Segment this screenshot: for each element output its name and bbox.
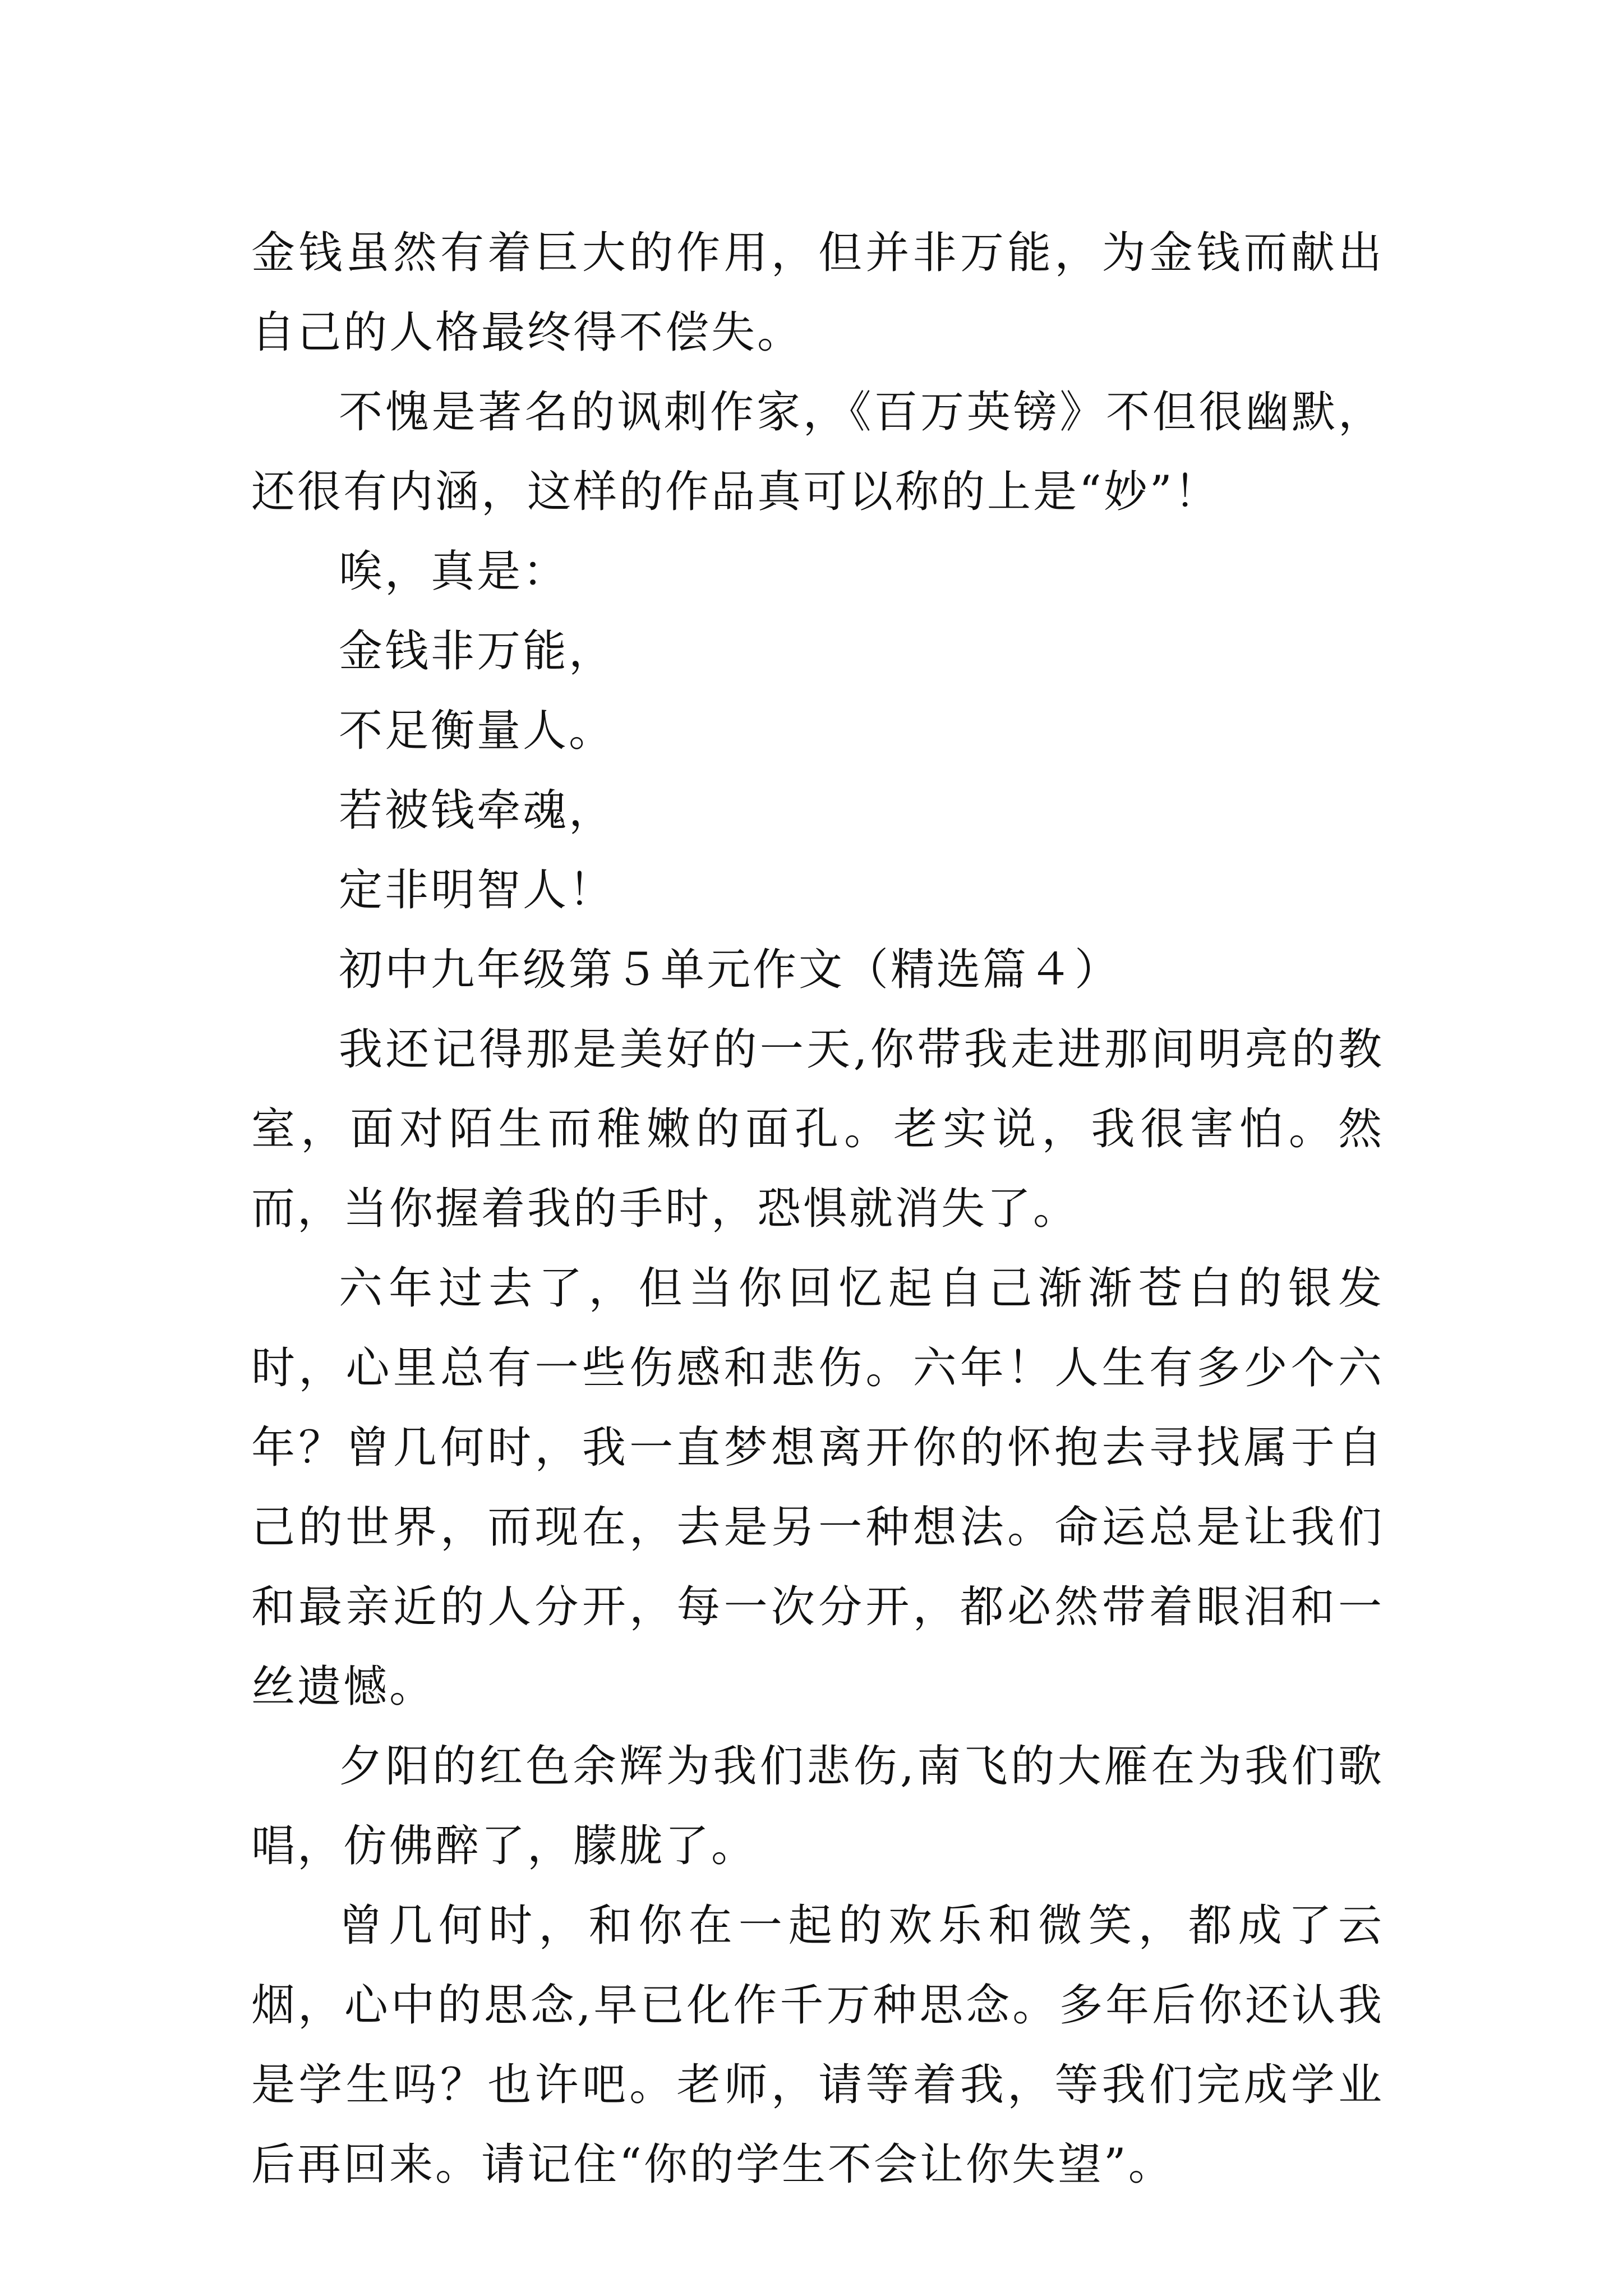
poem-line-3: 若被钱牵魂，	[339, 785, 615, 836]
document-body	[251, 213, 1384, 2205]
section-heading: 初中九年级第５单元作文（精选篇４）	[339, 945, 1121, 995]
poem-line-1: 金钱非万能，	[339, 626, 615, 677]
paragraph-memory: 我还记得那是美好的一天,你带我走进那间明亮的教室，面对陌生而稚嫩的面孔。老实说，我很害怕。然而，当你握着我的手时，恐惧就消失了。	[251, 1024, 1384, 1234]
paragraph-sunset: 夕阳的红色余辉为我们悲伤,南飞的大雁在为我们歌唱，仿佛醉了，朦胧了。	[251, 1741, 1384, 1871]
paragraph-continuation: 金钱虽然有着巨大的作用，但并非万能，为金钱而献出自己的人格最终得不偿失。	[251, 228, 1384, 358]
poem-intro: 唉，真是：	[339, 546, 569, 597]
poem-line-4: 定非明智人！	[339, 865, 615, 915]
paragraph-six-years: 六年过去了，但当你回忆起自己渐渐苍白的银发时，心里总有一些伤感和悲伤。六年！人生有多少个六年？曾几何时，我一直梦想离开你的怀抱去寻找属于自己的世界，而现在，去是另一种想法。命运总是让我们和最亲近的人分开，每一次分开，都必然带着眼泪和一丝遗憾。	[251, 1263, 1384, 1712]
poem-line-2: 不足衡量人。	[339, 706, 615, 756]
paragraph-comment: 不愧是著名的讽刺作家，《百万英镑》不但很幽默，还很有内涵，这样的作品真可以称的上是“妙”！	[251, 387, 1384, 517]
paragraph-farewell: 曾几何时，和你在一起的欢乐和微笑，都成了云烟，心中的思念,早已化作千万种思念。多年后你还认我是学生吗？也许吧。老师，请等着我，等我们完成学业后再回来。请记住“你的学生不会让你失望”。	[251, 1901, 1384, 2190]
